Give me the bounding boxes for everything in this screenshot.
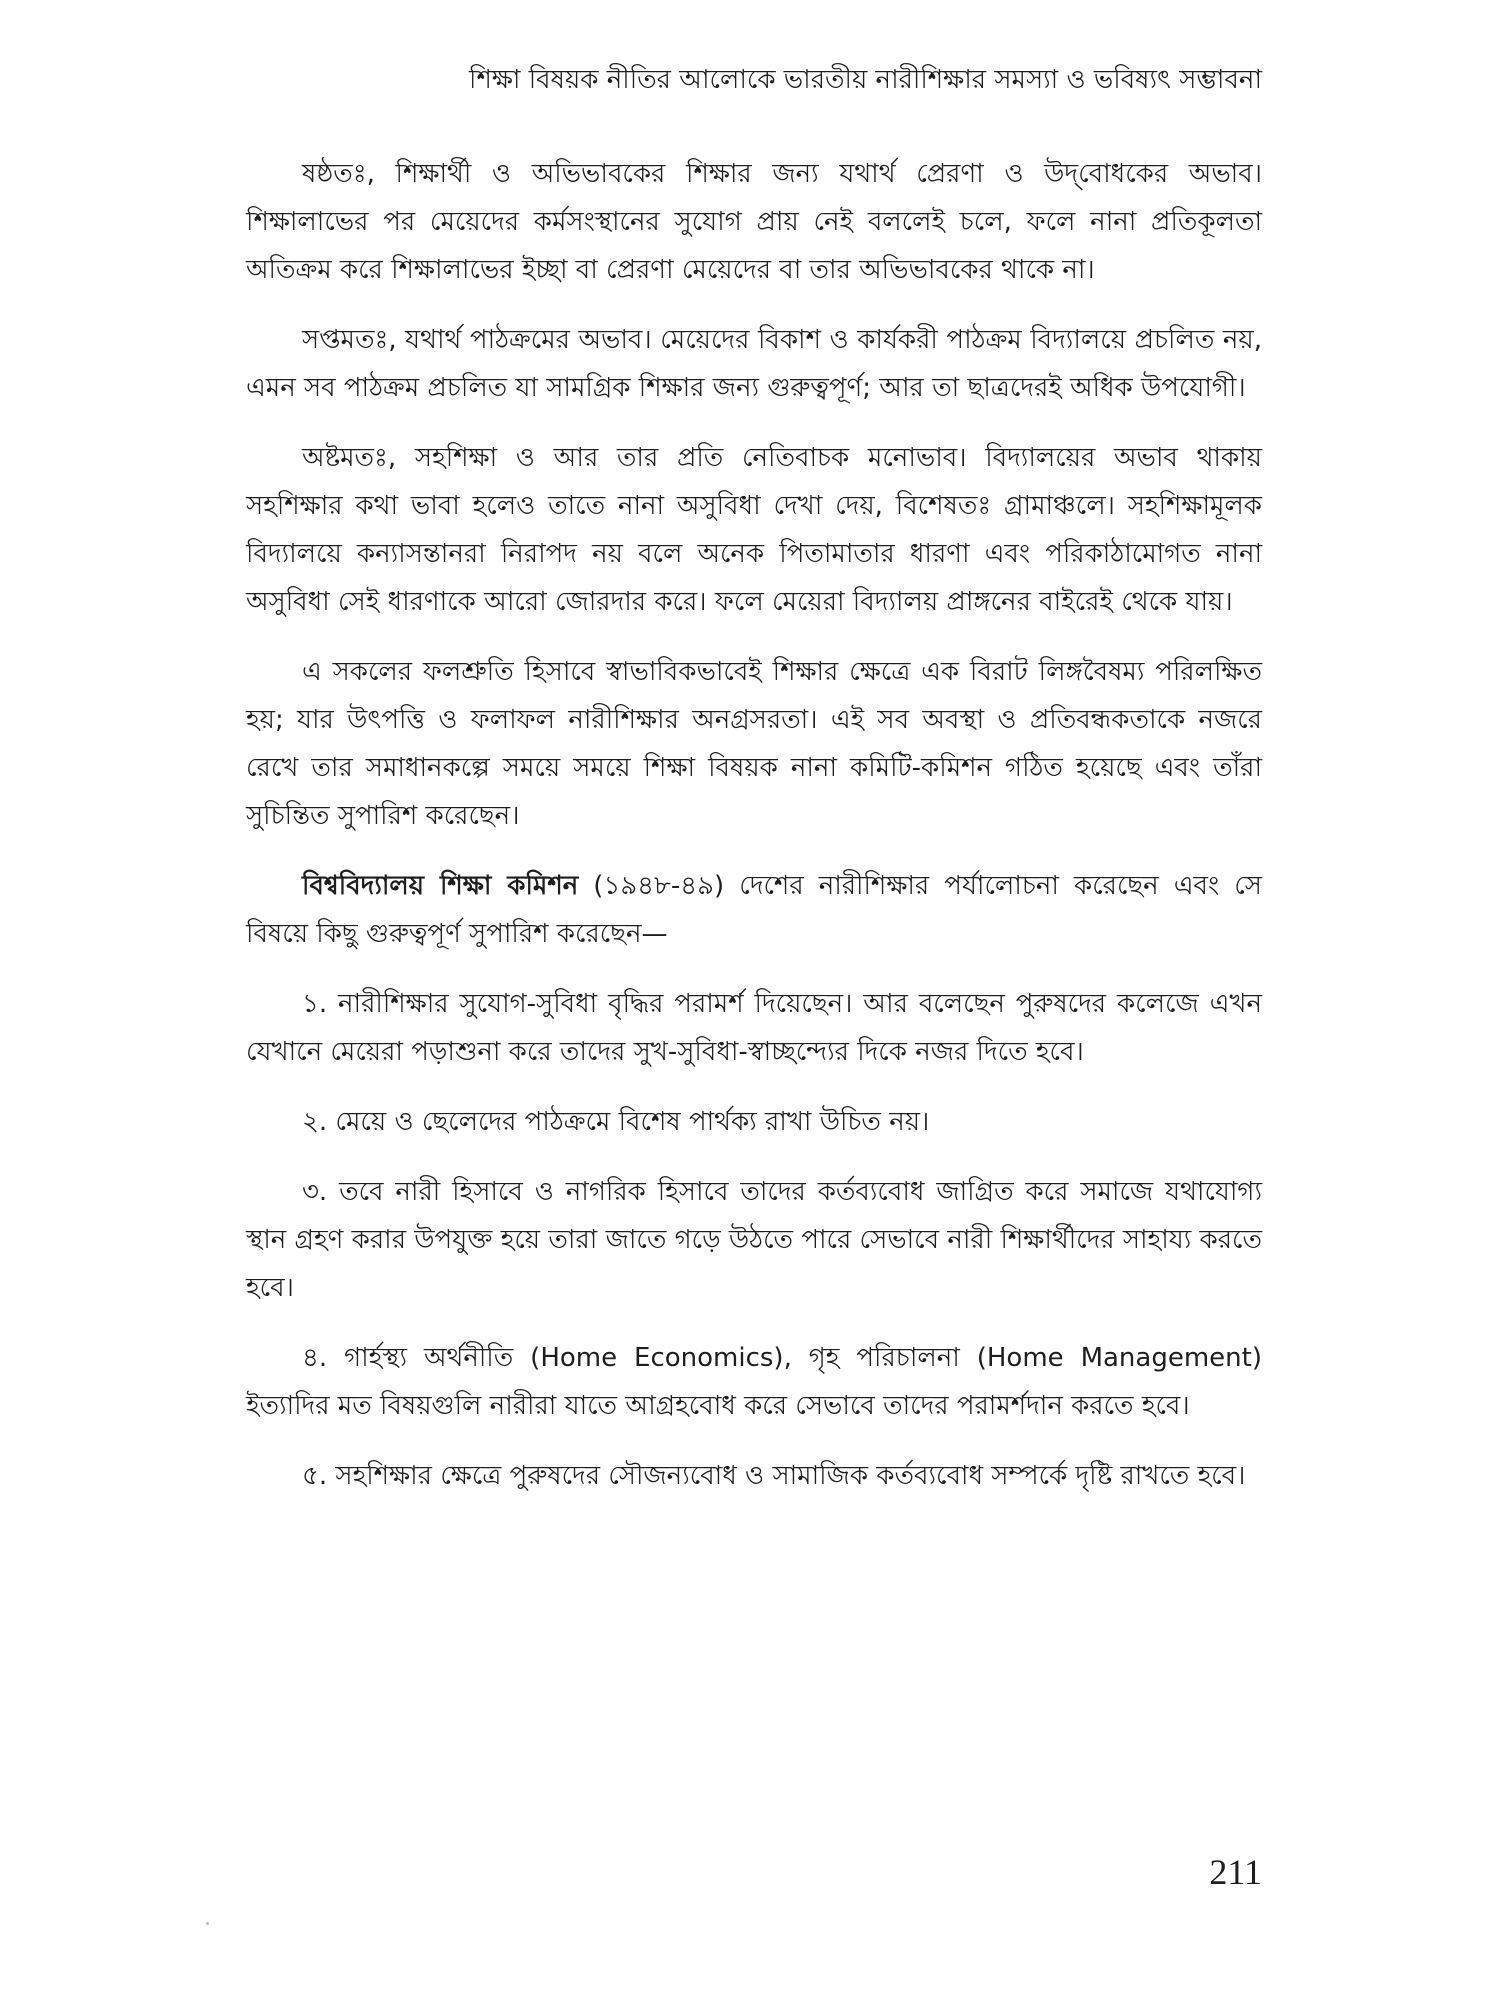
commission-name: বিশ্ববিদ্যালয় শিক্ষা কমিশন — [302, 871, 579, 901]
commission-description: (১৯৪৮-৪৯) দেশের নারীশিক্ষার পর্যালোচনা করেছেন এবং সে বিষয়ে কিছু গুরুত্বপূর্ণ সুপারিশ করেছেন— — [246, 871, 1262, 949]
page-number: 211 — [1209, 1852, 1262, 1892]
recommendation-item: ৩. তবে নারী হিসাবে ও নাগরিক হিসাবে তাদের কর্তব্যবোধ জাগ্রিত করে সমাজে যথাযোগ্য স্থান গ্রহণ করার উপযুক্ত হয়ে তারা জাতে গড়ে উঠতে পারে সেভাবে নারী শিক্ষার্থীদের সাহায্য করতে হবে। — [246, 1177, 1262, 1303]
scan-speck — [206, 1922, 209, 1925]
paragraph-university-commission — [246, 862, 1262, 958]
recommendation-item: ২. মেয়ে ও ছেলেদের পাঠক্রমে বিশেষ পার্থক্য রাখা উচিত নয়। — [302, 1107, 930, 1137]
recommendation-item: ৫. সহশিক্ষার ক্ষেত্রে পুরুষদের সৌজন্যবোধ ও সামাজিক কর্তব্যবোধ সম্পর্কে দৃষ্টি রাখতে হবে। — [302, 1461, 1246, 1491]
recommendation-item: ৪. গার্হস্থ্য অর্থনীতি (Home Economics), গৃহ পরিচালনা (Home Management) ইত্যাদির মত বিষয়গুলি নারীরা যাতে আগ্রহবোধ করে সেভাবে তাদের পরামর্শদান করতে হবে। — [246, 1343, 1262, 1421]
paragraph-seventh-point: সপ্তমতঃ, যথার্থ পাঠক্রমের অভাব। মেয়েদের বিকাশ ও কার্যকরী পাঠক্রম বিদ্যালয়ে প্রচলিত নয়, এমন সব পাঠক্রম প্রচলিত যা সামগ্রিক শিক্ষার জন্য গুরুত্বপূর্ণ; আর তা ছাত্রদেরই অধিক উপযোগী। — [246, 325, 1262, 403]
recommendation-item: ১. নারীশিক্ষার সুযোগ-সুবিধা বৃদ্ধির পরামর্শ দিয়েছেন। আর বলেছেন পুরুষদের কলেজে এখন যেখানে মেয়েরা পড়াশুনা করে তাদের সুখ-সুবিধা-স্বাচ্ছন্দ্যের দিকে নজর দিতে হবে। — [246, 989, 1262, 1067]
paragraph-consequence: এ সকলের ফলশ্রুতি হিসাবে স্বাভাবিকভাবেই শিক্ষার ক্ষেত্রে এক বিরাট লিঙ্গবৈষম্য পরিলক্ষিত হয়; যার উৎপত্তি ও ফলাফল নারীশিক্ষার অনগ্রসরতা। এই সব অবস্থা ও প্রতিবন্ধকতাকে নজরে রেখে তার সমাধানকল্পে সময়ে সময়ে শিক্ষা বিষয়ক নানা কমিটি-কমিশন গঠিত হয়েছে এবং তাঁরা সুচিন্তিত সুপারিশ করেছেন। — [246, 657, 1262, 831]
running-header: শিক্ষা বিষয়ক নীতির আলোকে ভারতীয় নারীশিক্ষার সমস্যা ও ভবিষ্যৎ সম্ভাবনা — [469, 65, 1262, 95]
paragraph-sixth-point: ষষ্ঠতঃ, শিক্ষার্থী ও অভিভাবকের শিক্ষার জন্য যথার্থ প্রেরণা ও উদ্‌বোধকের অভাব। শিক্ষালাভের পর মেয়েদের কর্মসংস্থানের সুযোগ প্রায় নেই বললেই চলে, ফলে নানা প্রতিকূলতা অতিক্রম করে শিক্ষালাভের ইচ্ছা বা প্রেরণা মেয়েদের বা তার অভিভাবকের থাকে না। — [246, 159, 1262, 285]
page-body — [246, 150, 1262, 1522]
paragraph-eighth-point: অষ্টমতঃ, সহশিক্ষা ও আর তার প্রতি নেতিবাচক মনোভাব। বিদ্যালয়ের অভাব থাকায় সহশিক্ষার কথা ভাবা হলেও তাতে নানা অসুবিধা দেখা দেয়, বিশেষতঃ গ্রামাঞ্চলে। সহশিক্ষামূলক বিদ্যালয়ে কন্যাসন্তানরা নিরাপদ নয় বলে অনেক পিতামাতার ধারণা এবং পরিকাঠামোগত নানা অসুবিধা সেই ধারণাকে আরো জোরদার করে। ফলে মেয়েরা বিদ্যালয় প্রাঙ্গনের বাইরেই থেকে যায়। — [246, 443, 1262, 617]
